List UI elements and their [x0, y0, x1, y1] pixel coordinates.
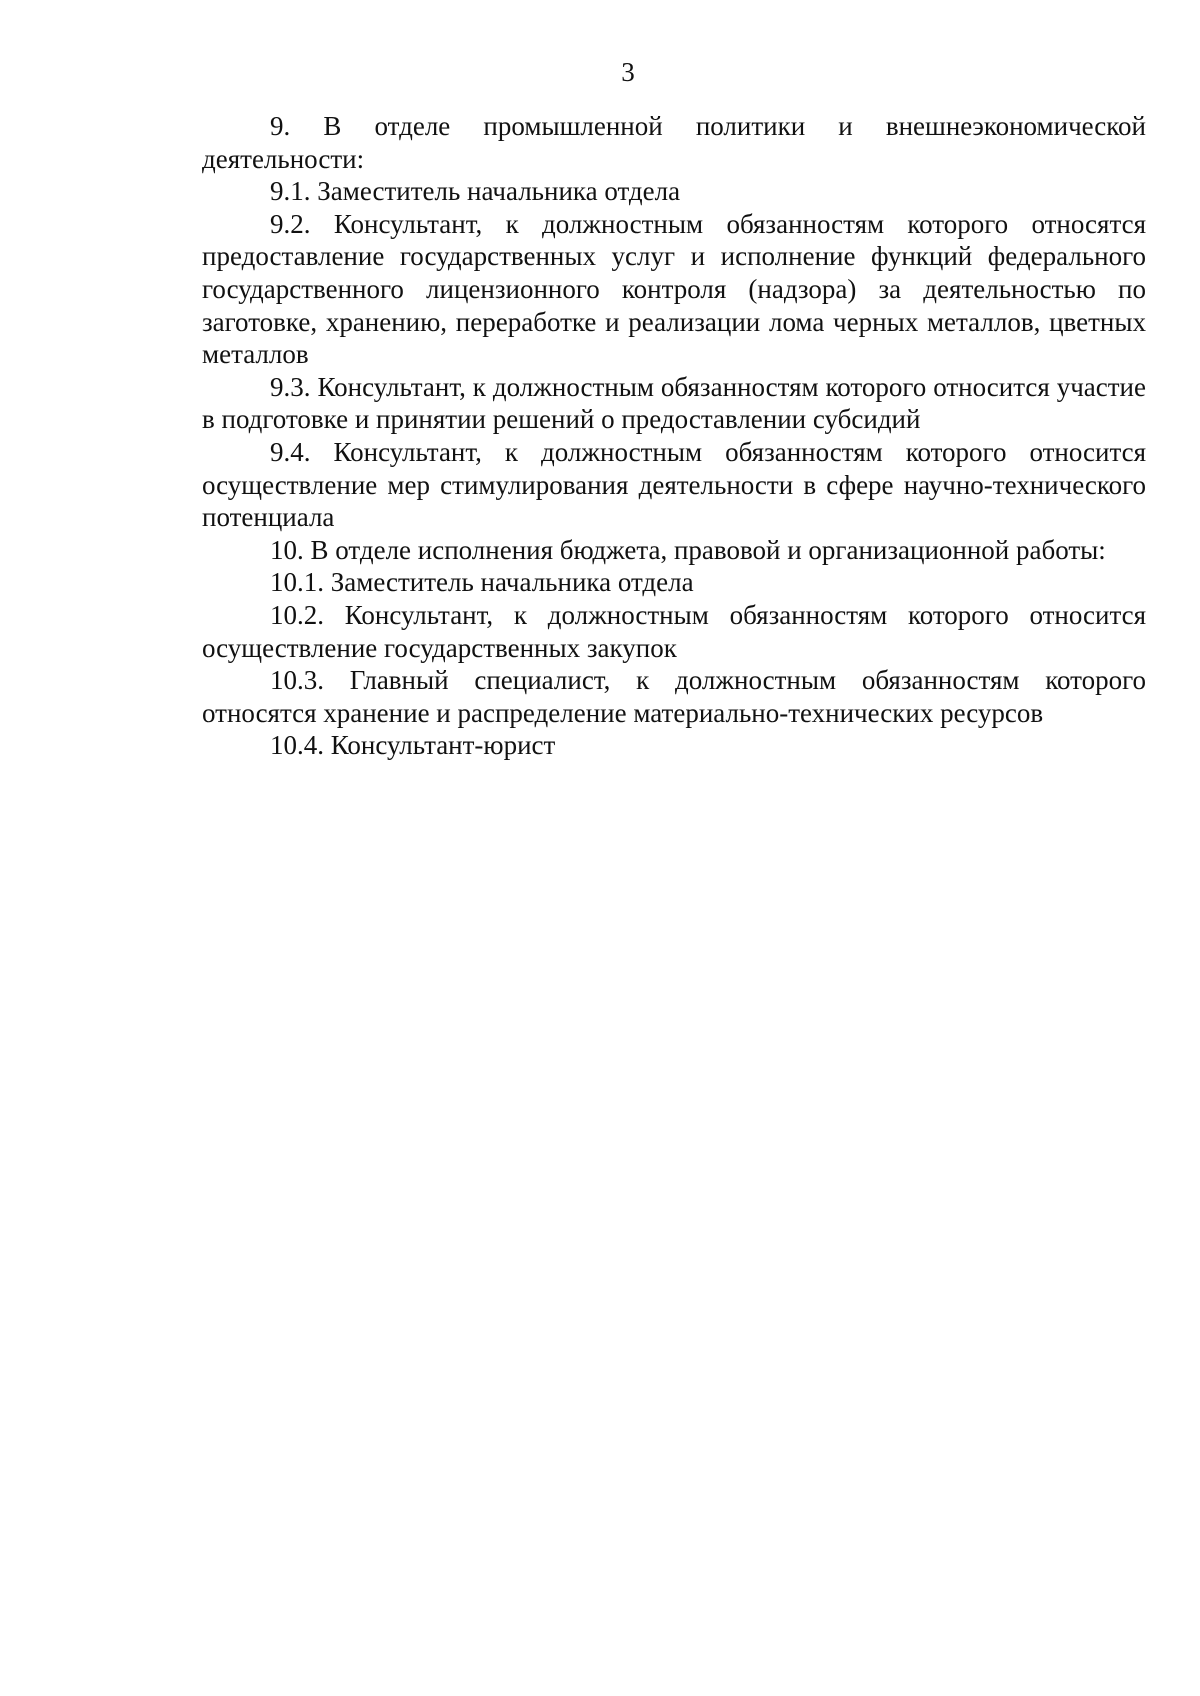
item-9-3: 9.3. Консультант, к должностным обязанностям которого относится участие в подготовке и принятии решений о предоставлении субсидий: [202, 371, 1146, 435]
section-9-heading: 9. В отделе промышленной политики и внешнеэкономической деятельности:: [202, 111, 1146, 174]
item-10-1: 10.1. Заместитель начальника отдела: [270, 567, 694, 598]
section-10-heading: 10. В отделе исполнения бюджета, правовой и организационной работы:: [270, 534, 1106, 565]
item-10-4: 10.4. Консультант-юрист: [270, 730, 556, 761]
item-10-2: 10.2. Консультант, к должностным обязанностям которого относится осуществление государственных закупок: [202, 599, 1146, 663]
item-9-2: 9.2. Консультант, к должностным обязанностям которого относятся предоставление государственных услуг и исполнение функций федерального государственного лицензионного контроля (надзора) за деятельностью по заготовке, хранению, переработке и реализации лома черных металлов, цветных металлов: [202, 208, 1146, 370]
document-body: [202, 110, 1146, 762]
item-10-3: 10.3. Главный специалист, к должностным обязанностям которого относятся хранение и распределение материально-технических ресурсов: [202, 665, 1146, 728]
item-9-4: 9.4. Консультант, к должностным обязанностям которого относится осуществление мер стимулирования деятельности в сфере научно-технического потенциала: [202, 436, 1146, 533]
item-9-1: 9.1. Заместитель начальника отдела: [270, 176, 681, 207]
page-number: 3: [621, 57, 635, 87]
